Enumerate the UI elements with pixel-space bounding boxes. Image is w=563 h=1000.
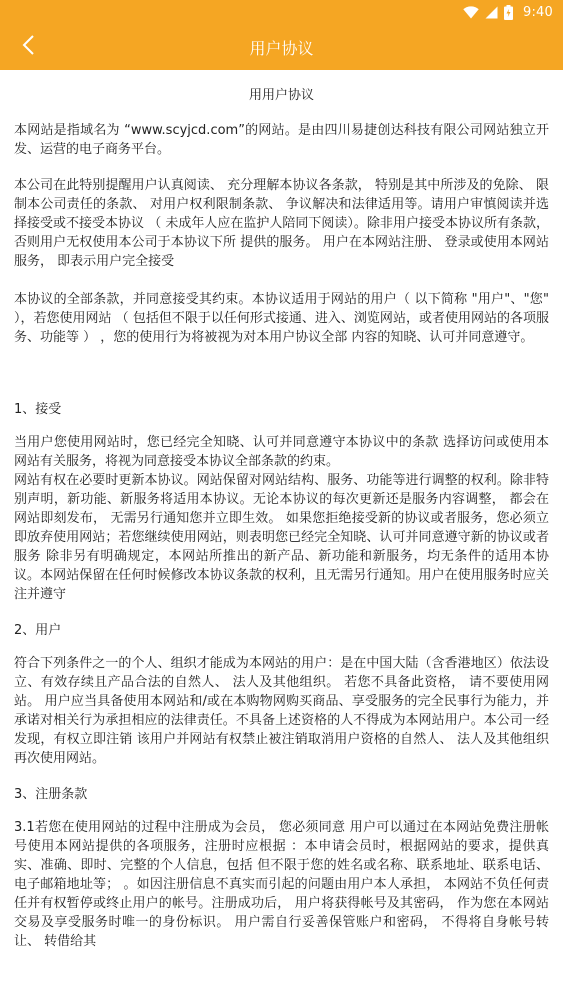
section-heading: 3、注册条款 — [14, 787, 88, 802]
app-bar — [0, 24, 563, 70]
intro-paragraph: 本公司在此特别提醒用户认真阅读、 充分理解本协议各条款， 特别是其中所涉及的免除、 限制本公司责任的条款、 对用户权利限制条款、 争议解决和法律适用等。请用户审慎阅读并选择接受或不接受本协议 （ 未成年人应在监护人陪同下阅读）。除非用户接受本协议所有条款，否则用户无权使用本公司于本协议下所 提供的服务。 用户在本网站注册、 登录或使用本网站服务， 即表示用户完全接受 — [14, 178, 549, 269]
wifi-icon — [463, 6, 479, 19]
status-bar — [0, 0, 563, 24]
battery-charging-icon — [504, 5, 513, 20]
section-heading: 1、接受 — [14, 402, 62, 417]
section-paragraph: 当用户您使用网站时，您已经完全知晓、认可并同意遵守本协议中的条款 选择访问或使用本网站有关服务，将视为同意接受本协议全部条款的约束。 — [14, 435, 549, 469]
section-heading: 2、用户 — [14, 623, 62, 638]
intro-paragraph: 本协议的全部条款，并同意接受其约束。本协议适用于网站的用户（ 以下简称 "用户"、"您" ），若您使用网站 （ 包括但不限于以任何形式接通、进入、浏览网站，或者使用网站的各项服务、功能等 ） ，您的使用行为将被视为对本用户协议全部 内容的知晓、认可并同意遵守。 — [14, 292, 549, 345]
clock: 9:40 — [523, 4, 553, 20]
section-paragraph: 符合下列条件之一的个人、组织才能成为本网站的用户：是在中国大陆（含香港地区）依法设立、有效存续且产品合法的自然人、 法人及其他组织。 若您不具备此资格， 请不要使用网站。 用户应当具备使用本网站和/或在本购物网购买商品、享受服务的完全民事行为能力，并承诺对相关行为承担相应的法律责任。不具备上述资格的人不得成为本网站用户。本公司一经发现，有权立即注销 该用户并网站有权禁止被注销取消用户资格的自然人、 法人及其他组织再次使用网站。 — [14, 656, 549, 766]
section-paragraph: 网站有权在必要时更新本协议。网站保留对网站结构、服务、功能等进行调整的权利。除非特别声明，新功能、新服务将适用本协议。无论本协议的每次更新还是服务内容调整， 都会在网站即刻发布， 无需另行通知您并立即生效。 如果您拒绝接受新的协议或者服务，您必须立即放弃使用网站；若您继续使用网站，则表明您已经完全知晓、认可并同意遵守新的协议或者服务 除非另有明确规定，本网站所推出的新产品、新功能和新服务，均无条件的适用本协议。本网站保留在任何时候修改本协议条款的权利，且无需另行通知。用户在使用服务时应关注并遵守 — [14, 473, 549, 602]
signal-icon — [485, 6, 498, 19]
agreement-content — [0, 86, 563, 951]
back-button[interactable] — [8, 24, 48, 70]
intro-paragraph: 本网站是指域名为 “www.scyjcd.com”的网站。是由四川易捷创达科技有限公司网站独立开发、运营的电子商务平台。 — [14, 123, 549, 157]
chevron-left-icon — [21, 34, 35, 60]
document-title: 用用户协议 — [248, 88, 314, 103]
page-title: 用户协议 — [249, 38, 314, 58]
section-paragraph: 3.1若您在使用网站的过程中注册成为会员， 您必须同意 用户可以通过在本网站免费注册帐号使用本网站提供的各项服务，注册时应根据 ：本申请会员时，根据网站的要求，提供真实、准确、即时、完整的个人信息，包括 但不限于您的姓名或名称、联系地址、联系电话、电子邮箱地址等； 。如因注册信息不真实而引起的问题由用户本人承担， 本网站不负任何责任并有权暂停或终止用户的帐号。注册成功后， 用户将获得帐号及其密码， 作为您在本网站交易及享受服务时唯一的身份标识。 用户需自行妥善保管账户和密码， 不得将自身帐号转让、 转借给其 — [14, 820, 549, 949]
